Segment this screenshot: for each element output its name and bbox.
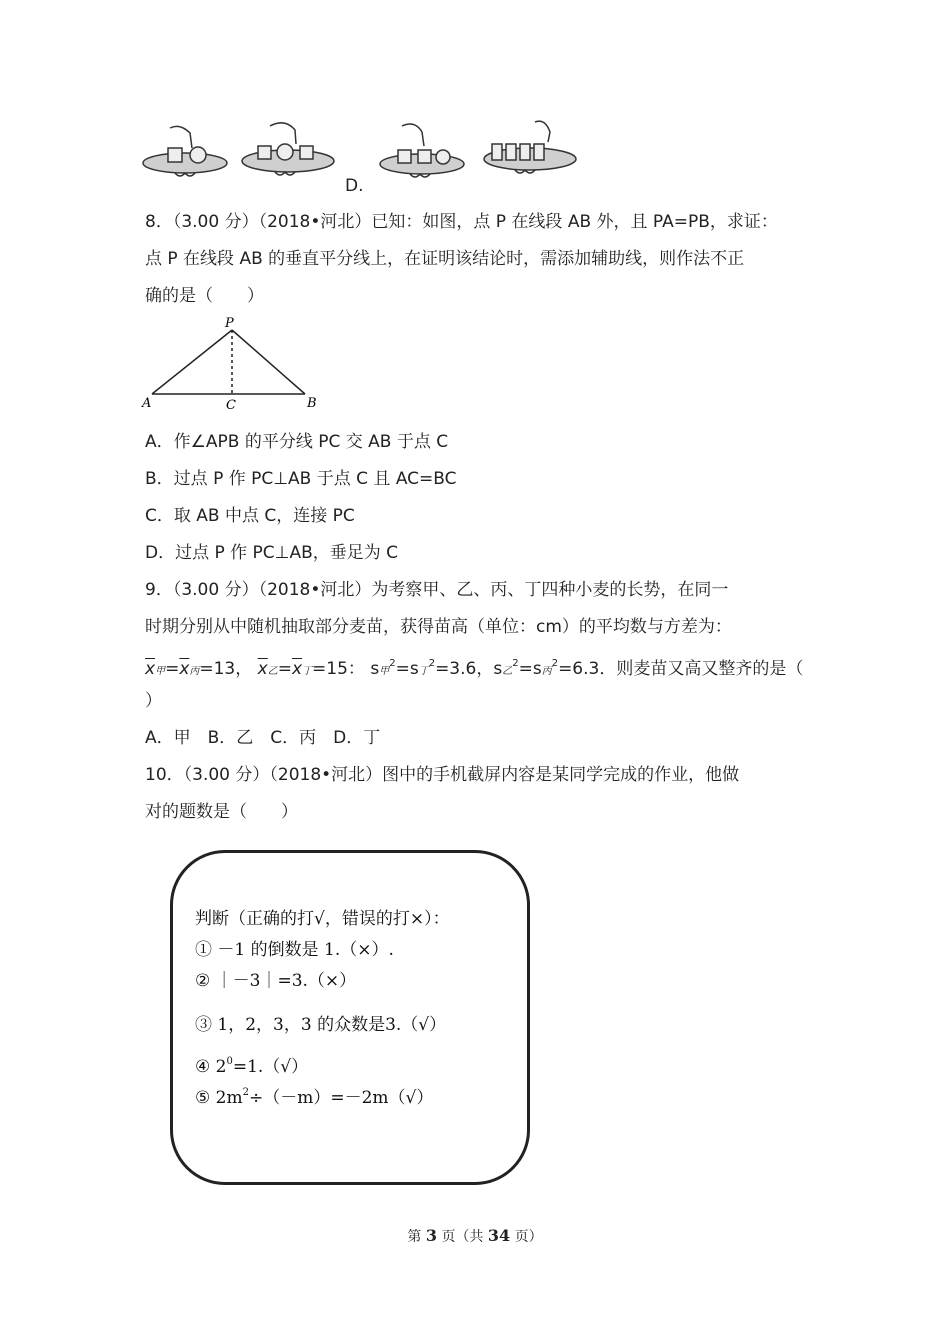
q9-formula-line: $\overline{x}$甲$=\overline{x}$丙=13， $\overline{x}$乙$=\overline{x}$丁=15： s甲$^2$=s丁$^2$=3.6，s乙$^2$=s丙$^2$=6.3．则麦苗又高又整齐的是（ (145, 658, 804, 679)
label-b: B (307, 396, 317, 411)
q8-option-d: D．过点 P 作 PC⊥AB，垂足为 C (145, 543, 399, 563)
phone-item-1: ① －1 的倒数是 1.（×）. (195, 940, 394, 960)
label-p: P (225, 316, 234, 331)
q8-option-b: B．过点 P 作 PC⊥AB 于点 C 且 AC=BC (145, 469, 457, 489)
triangle-figure (140, 312, 330, 412)
page-footer: 第 3 页（共 34 页） (407, 1226, 543, 1245)
scale-image-c-right (242, 123, 334, 175)
scale-image-c-left (143, 126, 227, 176)
q8-stem-line2: 点 P 在线段 AB 的垂直平分线上，在证明该结论时，需添加辅助线，则作法不正 (145, 249, 745, 269)
q9-stem-line4: ） (145, 691, 162, 711)
label-a: A (142, 396, 152, 411)
phone-item-4: ④ $2^0=1.(√)$ (195, 1056, 309, 1077)
q10-stem-line2: 对的题数是（ ） (145, 802, 298, 822)
q9-options: A．甲 B．乙 C．丙 D．丁 (145, 728, 381, 748)
total-pages: 34 (487, 1226, 511, 1245)
phone-item-3: ③ 1，2，3，3 的众数是3.（√） (195, 1015, 447, 1035)
scale-image-d-left (380, 124, 464, 177)
phone-title: 判断（正确的打√，错误的打×）： (195, 909, 450, 929)
q10-stem-line1: 10．（3.00 分）（2018•河北）图中的手机截屏内容是某同学完成的作业，他做 (145, 765, 740, 785)
q9-stem-line2: 时期分别从中随机抽取部分麦苗，获得苗高（单位：cm）的平均数与方差为： (145, 617, 732, 637)
q9-stem-line1: 9．（3.00 分）（2018•河北）为考察甲、乙、丙、丁四种小麦的长势，在同一 (145, 580, 729, 600)
option-d-label: D. (345, 176, 364, 196)
label-c: C (226, 398, 236, 412)
q8-option-a: A．作∠APB 的平分线 PC 交 AB 于点 C (145, 432, 449, 452)
phone-item-2: ② ｜－3｜=3.（×） (195, 971, 357, 991)
q8-stem-line1: 8．（3.00 分）（2018•河北）已知：如图，点 P 在线段 AB 外，且 PA=PB，求证： (145, 212, 778, 232)
q8-stem-line3: 确的是（ ） (145, 286, 264, 306)
scale-image-d-right (484, 121, 576, 173)
q8-option-c: C．取 AB 中点 C，连接 PC (145, 506, 355, 526)
phone-item-5: ⑤ $2m^2\div(-m)=-2m(√)$ (195, 1087, 434, 1108)
page-number: 3 (425, 1226, 437, 1245)
